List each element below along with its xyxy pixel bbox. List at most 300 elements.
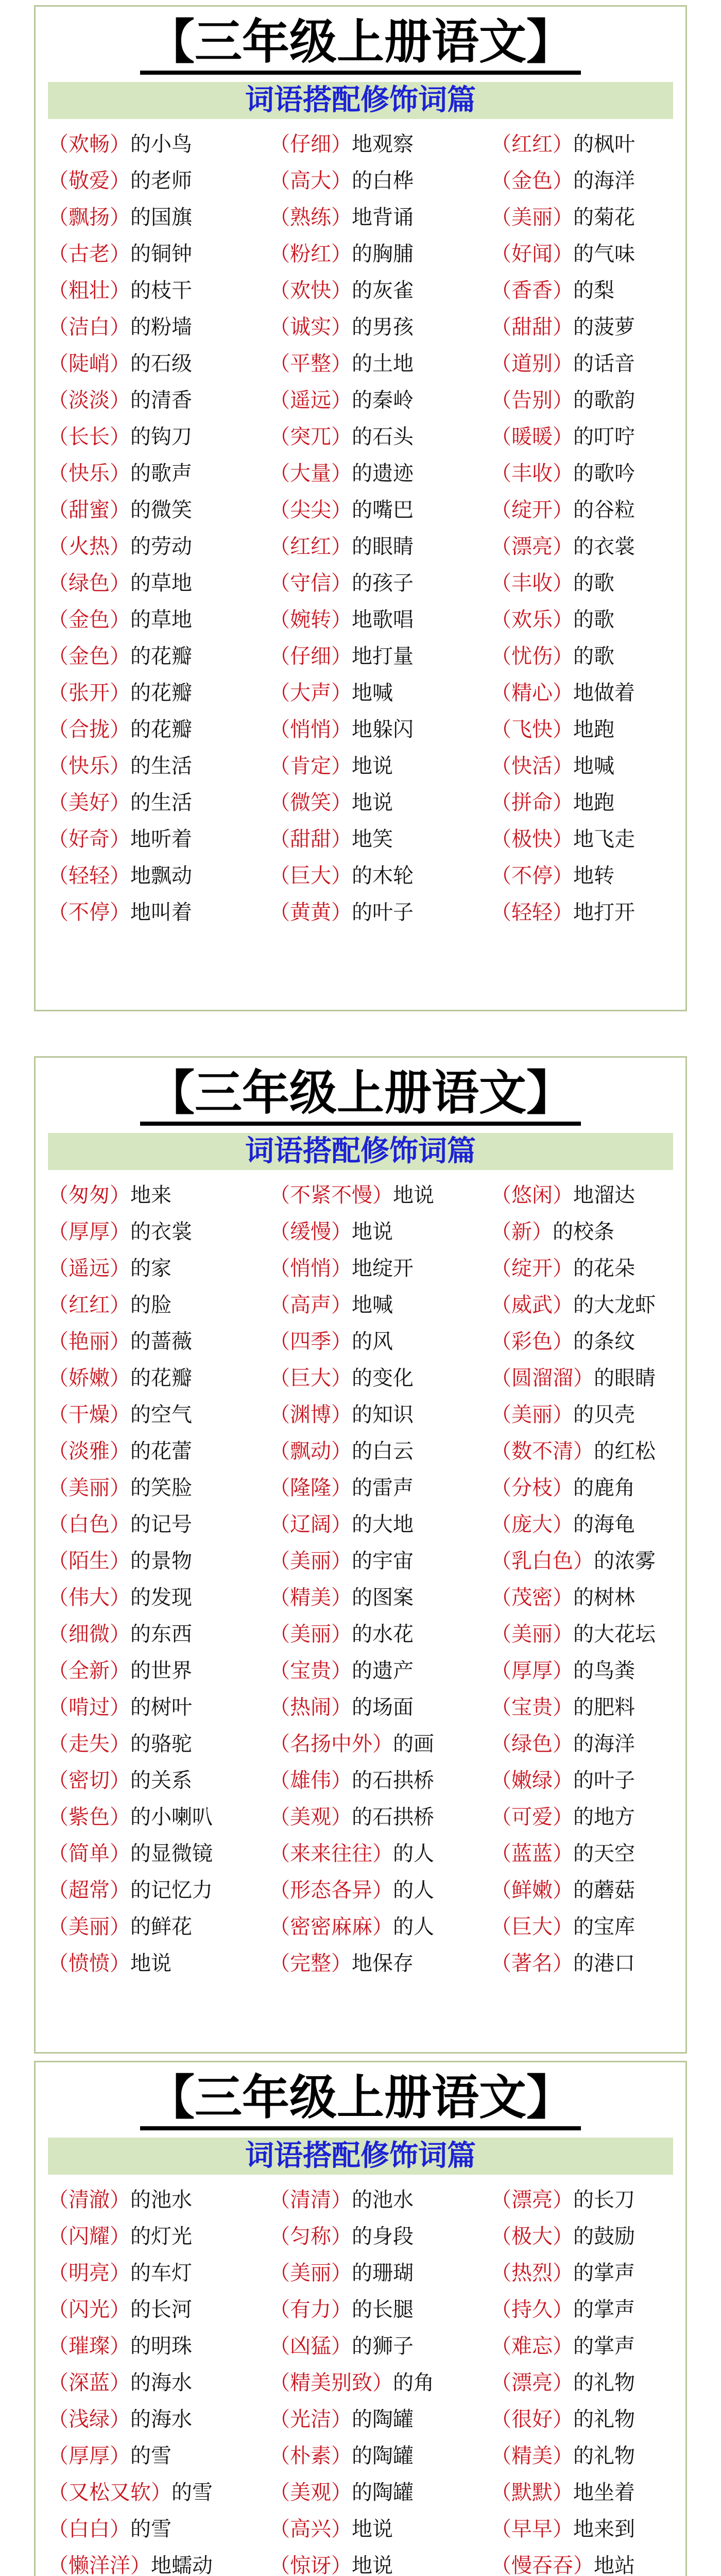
- modifier-word: （红红）: [491, 132, 573, 156]
- modifier-word: （遥远）: [269, 388, 352, 412]
- modifier-word: （完整）: [269, 1952, 352, 1975]
- modifier-word: （不紧不慢）: [269, 1183, 393, 1207]
- head-phrase: 的歌韵: [573, 388, 635, 412]
- head-phrase: 的土地: [352, 352, 414, 376]
- head-phrase: 的掌声: [573, 2261, 635, 2285]
- head-phrase: 的贝壳: [573, 1403, 635, 1427]
- head-phrase: 的生活: [130, 754, 192, 778]
- head-phrase: 的话音: [573, 352, 635, 376]
- modifier-word: （丰收）: [491, 571, 573, 595]
- modifier-word: （四季）: [269, 1330, 352, 1353]
- modifier-word: （漂亮）: [491, 2371, 573, 2395]
- head-phrase: 的遗产: [352, 1659, 414, 1683]
- head-phrase: 的肥料: [573, 1696, 635, 1719]
- word-pair: [48, 711, 269, 748]
- word-pair: [269, 1762, 491, 1799]
- modifier-word: （分枝）: [491, 1476, 573, 1500]
- word-pair: [269, 1836, 491, 1872]
- modifier-word: （尖尖）: [269, 498, 352, 522]
- modifier-word: （巨大）: [269, 864, 352, 888]
- modifier-word: （陌生）: [48, 1549, 130, 1573]
- head-phrase: 的花瓣: [130, 718, 192, 741]
- word-pair: [48, 565, 269, 602]
- head-phrase: 地打量: [352, 645, 414, 668]
- word-pair: [269, 1324, 491, 1360]
- modifier-word: （漂亮）: [491, 535, 573, 558]
- head-phrase: 的花瓣: [130, 681, 192, 705]
- head-phrase: 的长河: [130, 2298, 192, 2321]
- modifier-word: （名扬中外）: [269, 1732, 393, 1756]
- word-pair: [48, 309, 269, 346]
- head-phrase: 的秦岭: [352, 388, 414, 412]
- word-pair: [491, 1214, 686, 1250]
- head-phrase: 的陶罐: [352, 2444, 414, 2468]
- head-phrase: 的枝干: [130, 279, 192, 302]
- modifier-word: （长长）: [48, 425, 130, 449]
- modifier-word: （飘扬）: [48, 206, 130, 229]
- word-pair: [491, 1909, 686, 1945]
- word-pair: [491, 1506, 686, 1543]
- card-title: 【三年级上册语文】: [36, 7, 685, 78]
- head-phrase: 地说: [393, 1183, 434, 1207]
- head-phrase: 的衣裳: [573, 535, 635, 558]
- word-pair: [269, 309, 491, 346]
- word-pair: [491, 675, 686, 711]
- head-phrase: 的海洋: [573, 169, 635, 193]
- head-phrase: 的蔷薇: [130, 1330, 192, 1353]
- modifier-word: （庞大）: [491, 1513, 573, 1536]
- head-phrase: 的景物: [130, 1549, 192, 1573]
- modifier-word: （缓慢）: [269, 1220, 352, 1244]
- head-phrase: 的钩刀: [130, 425, 192, 449]
- word-pair: [491, 1616, 686, 1653]
- modifier-word: （守信）: [269, 571, 352, 595]
- head-phrase: 的关系: [130, 1769, 192, 1792]
- head-phrase: 地说: [352, 791, 393, 815]
- modifier-word: （绽开）: [491, 1257, 573, 1280]
- word-pair: [269, 602, 491, 638]
- modifier-word: （美观）: [269, 2481, 352, 2504]
- modifier-word: （美观）: [269, 1805, 352, 1829]
- modifier-word: （欢畅）: [48, 132, 130, 156]
- card-title: 【三年级上册语文】: [36, 2062, 685, 2133]
- head-phrase: 的车灯: [130, 2261, 192, 2285]
- modifier-word: （很好）: [491, 2408, 573, 2431]
- card-subtitle: 词语搭配修饰词篇: [48, 2138, 673, 2175]
- word-pair: [491, 1945, 686, 1982]
- word-pair: [269, 1214, 491, 1250]
- modifier-word: （精美）: [491, 2444, 573, 2468]
- modifier-word: （美丽）: [48, 1476, 130, 1500]
- word-pair: [491, 309, 686, 346]
- head-phrase: 的花瓣: [130, 645, 192, 668]
- modifier-word: （告别）: [491, 388, 573, 412]
- head-phrase: 的男孩: [352, 315, 414, 339]
- head-phrase: 的记忆力: [130, 1878, 213, 1902]
- head-phrase: 的红松: [594, 1439, 656, 1463]
- word-pair: [269, 2511, 491, 2548]
- head-phrase: 地打开: [573, 901, 635, 924]
- word-pair: [491, 2475, 686, 2511]
- head-phrase: 的宝库: [573, 1915, 635, 1939]
- word-pair: [48, 236, 269, 273]
- word-pair: [269, 1653, 491, 1689]
- modifier-word: （婉转）: [269, 608, 352, 632]
- head-phrase: 的人: [393, 1915, 434, 1939]
- word-pair: [48, 748, 269, 785]
- word-pair: [48, 382, 269, 419]
- modifier-word: （巨大）: [269, 1366, 352, 1390]
- word-grid: [48, 1177, 685, 1982]
- modifier-word: （持久）: [491, 2298, 573, 2321]
- head-phrase: 的长刀: [573, 2188, 635, 2212]
- word-pair: [48, 821, 269, 858]
- head-phrase: 的蘑菇: [573, 1878, 635, 1902]
- word-pair: [48, 419, 269, 455]
- modifier-word: （著名）: [491, 1952, 573, 1975]
- head-phrase: 的掌声: [573, 2334, 635, 2358]
- modifier-word: （飞快）: [491, 718, 573, 741]
- word-pair: [491, 1726, 686, 1762]
- head-phrase: 的胸脯: [352, 242, 414, 266]
- head-phrase: 的变化: [352, 1366, 414, 1390]
- word-pair: [48, 455, 269, 492]
- head-phrase: 地保存: [352, 1952, 414, 1975]
- word-pair: [48, 2328, 269, 2365]
- word-pair: [48, 2438, 269, 2475]
- head-phrase: 的叮咛: [573, 425, 635, 449]
- modifier-word: （早早）: [491, 2517, 573, 2541]
- modifier-word: （厚厚）: [48, 2444, 130, 2468]
- head-phrase: 的清香: [130, 388, 192, 412]
- word-pair: [269, 1799, 491, 1836]
- head-phrase: 的叶子: [352, 901, 414, 924]
- head-phrase: 的灯光: [130, 2225, 192, 2248]
- worksheet-card-2: [34, 1056, 687, 2054]
- head-phrase: 的人: [393, 1842, 434, 1866]
- modifier-word: （新）: [491, 1220, 553, 1244]
- head-phrase: 的长腿: [352, 2298, 414, 2321]
- head-phrase: 的天空: [573, 1842, 635, 1866]
- head-phrase: 地来到: [573, 2517, 635, 2541]
- modifier-word: （厚厚）: [491, 1659, 573, 1683]
- modifier-word: （悄悄）: [269, 1257, 352, 1280]
- head-phrase: 的梨: [573, 279, 614, 302]
- modifier-word: （宝贵）: [269, 1659, 352, 1683]
- word-pair: [48, 2182, 269, 2218]
- word-pair: [491, 2292, 686, 2328]
- modifier-word: （圆溜溜）: [491, 1366, 594, 1390]
- word-pair: [491, 638, 686, 675]
- modifier-word: （厚厚）: [48, 1220, 130, 1244]
- head-phrase: 的铜钟: [130, 242, 192, 266]
- modifier-word: （渊博）: [269, 1403, 352, 1427]
- modifier-word: （璀璨）: [48, 2334, 130, 2358]
- modifier-word: （伟大）: [48, 1586, 130, 1609]
- word-pair: [48, 2218, 269, 2255]
- modifier-word: （好奇）: [48, 827, 130, 851]
- modifier-word: （密切）: [48, 1769, 130, 1792]
- head-phrase: 的浓雾: [594, 1549, 656, 1573]
- head-phrase: 的骆驼: [130, 1732, 192, 1756]
- word-pair: [491, 1324, 686, 1360]
- modifier-word: （轻轻）: [491, 901, 573, 924]
- modifier-word: （香香）: [491, 279, 573, 302]
- word-pair: [269, 2438, 491, 2475]
- word-pair: [48, 1287, 269, 1324]
- word-pair: [269, 785, 491, 821]
- modifier-word: （雄伟）: [269, 1769, 352, 1792]
- word-pair: [48, 1836, 269, 1872]
- word-pair: [269, 236, 491, 273]
- modifier-word: （凶猛）: [269, 2334, 352, 2358]
- word-pair: [491, 2182, 686, 2218]
- modifier-word: （红红）: [48, 1293, 130, 1317]
- head-phrase: 地歌唱: [352, 608, 414, 632]
- word-pair: [48, 1945, 269, 1982]
- head-phrase: 的校条: [553, 1220, 614, 1244]
- modifier-word: （轻轻）: [48, 864, 130, 888]
- modifier-word: （粗壮）: [48, 279, 130, 302]
- modifier-word: （熟练）: [269, 206, 352, 229]
- modifier-word: （热闹）: [269, 1696, 352, 1719]
- head-phrase: 的小鸟: [130, 132, 192, 156]
- word-pair: [269, 419, 491, 455]
- head-phrase: 的条纹: [573, 1330, 635, 1353]
- word-pair: [48, 2401, 269, 2438]
- word-pair: [48, 2511, 269, 2548]
- modifier-word: （艳丽）: [48, 1330, 130, 1353]
- modifier-word: （紫色）: [48, 1805, 130, 1829]
- modifier-word: （美丽）: [491, 1622, 573, 1646]
- modifier-word: （肯定）: [269, 754, 352, 778]
- word-pair: [491, 199, 686, 236]
- word-pair: [269, 1506, 491, 1543]
- head-phrase: 的场面: [352, 1696, 414, 1719]
- card-subtitle: 词语搭配修饰词篇: [48, 82, 673, 119]
- head-phrase: 的歌: [573, 645, 614, 668]
- head-phrase: 的枫叶: [573, 132, 635, 156]
- modifier-word: （不停）: [48, 901, 130, 924]
- head-phrase: 地叫着: [130, 901, 192, 924]
- modifier-word: （飘动）: [269, 1439, 352, 1463]
- word-pair: [491, 1433, 686, 1470]
- modifier-word: （平整）: [269, 352, 352, 376]
- word-pair: [269, 346, 491, 382]
- modifier-word: （匀称）: [269, 2225, 352, 2248]
- word-pair: [491, 492, 686, 529]
- word-pair: [491, 2511, 686, 2548]
- head-phrase: 地喊: [352, 681, 393, 705]
- head-phrase: 地观察: [352, 132, 414, 156]
- head-phrase: 的衣裳: [130, 1220, 192, 1244]
- word-pair: [269, 455, 491, 492]
- head-phrase: 的石级: [130, 352, 192, 376]
- word-pair: [269, 2365, 491, 2401]
- word-pair: [491, 455, 686, 492]
- head-phrase: 的遗迹: [352, 462, 414, 485]
- word-pair: [491, 711, 686, 748]
- head-phrase: 的草地: [130, 571, 192, 595]
- modifier-word: （慢吞吞）: [491, 2554, 594, 2576]
- head-phrase: 地来: [130, 1183, 171, 1207]
- head-phrase: 的石头: [352, 425, 414, 449]
- word-pair: [48, 1470, 269, 1506]
- head-phrase: 地说: [130, 1952, 171, 1975]
- word-pair: [269, 565, 491, 602]
- head-phrase: 地做着: [573, 681, 635, 705]
- word-pair: [491, 126, 686, 163]
- head-phrase: 地跑: [573, 718, 614, 741]
- word-pair: [269, 2182, 491, 2218]
- modifier-word: （嫩绿）: [491, 1769, 573, 1792]
- modifier-word: （大声）: [269, 681, 352, 705]
- head-phrase: 的花朵: [573, 1257, 635, 1280]
- head-phrase: 的脸: [130, 1293, 171, 1317]
- word-pair: [491, 858, 686, 894]
- head-phrase: 的菠萝: [573, 315, 635, 339]
- word-pair: [48, 675, 269, 711]
- word-pair: [48, 785, 269, 821]
- word-pair: [48, 858, 269, 894]
- modifier-word: （娇嫩）: [48, 1366, 130, 1390]
- modifier-word: （巨大）: [491, 1915, 573, 1939]
- modifier-word: （干燥）: [48, 1403, 130, 1427]
- word-pair: [48, 1250, 269, 1287]
- word-pair: [48, 1506, 269, 1543]
- modifier-word: （又松又软）: [48, 2481, 171, 2504]
- modifier-word: （茂密）: [491, 1586, 573, 1609]
- modifier-word: （极快）: [491, 827, 573, 851]
- head-phrase: 的水花: [352, 1622, 414, 1646]
- modifier-word: （暖暖）: [491, 425, 573, 449]
- worksheet-card-1: [34, 5, 687, 1011]
- modifier-word: （蓝蓝）: [491, 1842, 573, 1866]
- word-pair: [491, 565, 686, 602]
- word-pair: [48, 1397, 269, 1433]
- word-pair: [491, 1360, 686, 1397]
- word-pair: [269, 1945, 491, 1982]
- word-pair: [491, 1287, 686, 1324]
- word-pair: [491, 419, 686, 455]
- modifier-word: （漂亮）: [491, 2188, 573, 2212]
- head-phrase: 地说: [352, 1220, 393, 1244]
- word-pair: [491, 2365, 686, 2401]
- head-phrase: 的孩子: [352, 571, 414, 595]
- head-phrase: 的明珠: [130, 2334, 192, 2358]
- head-phrase: 地喊: [352, 1293, 393, 1317]
- word-pair: [269, 1250, 491, 1287]
- word-pair: [48, 1726, 269, 1762]
- word-pair: [48, 346, 269, 382]
- word-pair: [269, 1360, 491, 1397]
- head-phrase: 的鼓励: [573, 2225, 635, 2248]
- head-phrase: 的雷声: [352, 1476, 414, 1500]
- head-phrase: 地飘动: [130, 864, 192, 888]
- modifier-word: （美丽）: [491, 206, 573, 229]
- modifier-word: （淡雅）: [48, 1439, 130, 1463]
- head-phrase: 的鹿角: [573, 1476, 635, 1500]
- head-phrase: 的池水: [352, 2188, 414, 2212]
- modifier-word: （悄悄）: [269, 718, 352, 741]
- word-pair: [269, 2218, 491, 2255]
- word-pair: [491, 2401, 686, 2438]
- head-phrase: 的图案: [352, 1586, 414, 1609]
- modifier-word: （明亮）: [48, 2261, 130, 2285]
- word-pair: [269, 126, 491, 163]
- head-phrase: 地背诵: [352, 206, 414, 229]
- word-pair: [269, 492, 491, 529]
- word-pair: [48, 273, 269, 309]
- head-phrase: 地绽开: [352, 1257, 414, 1280]
- head-phrase: 的花瓣: [130, 1366, 192, 1390]
- head-phrase: 的雪: [130, 2517, 171, 2541]
- word-pair: [48, 1214, 269, 1250]
- word-pair: [491, 1177, 686, 1214]
- word-pair: [491, 2255, 686, 2292]
- word-pair: [48, 126, 269, 163]
- word-pair: [48, 1689, 269, 1726]
- word-pair: [269, 821, 491, 858]
- head-phrase: 的地方: [573, 1805, 635, 1829]
- modifier-word: （遥远）: [48, 1257, 130, 1280]
- word-pair: [48, 2365, 269, 2401]
- head-phrase: 的海水: [130, 2408, 192, 2431]
- word-pair: [269, 858, 491, 894]
- word-pair: [48, 638, 269, 675]
- head-phrase: 的生活: [130, 791, 192, 815]
- modifier-word: （隆隆）: [269, 1476, 352, 1500]
- word-pair: [491, 273, 686, 309]
- modifier-word: （美丽）: [48, 1915, 130, 1939]
- modifier-word: （高兴）: [269, 2517, 352, 2541]
- word-pair: [491, 2328, 686, 2365]
- head-phrase: 的海龟: [573, 1513, 635, 1536]
- modifier-word: （绿色）: [491, 1732, 573, 1756]
- head-phrase: 的菊花: [573, 206, 635, 229]
- word-pair: [269, 2255, 491, 2292]
- modifier-word: （金色）: [48, 645, 130, 668]
- head-phrase: 的灰雀: [352, 279, 414, 302]
- head-phrase: 的角: [393, 2371, 434, 2395]
- head-phrase: 地躲闪: [352, 718, 414, 741]
- modifier-word: （美丽）: [491, 1403, 573, 1427]
- modifier-word: （美丽）: [269, 1622, 352, 1646]
- modifier-word: （走失）: [48, 1732, 130, 1756]
- head-phrase: 的树叶: [130, 1696, 192, 1719]
- word-pair: [491, 1543, 686, 1580]
- word-pair: [491, 2548, 686, 2576]
- word-pair: [269, 675, 491, 711]
- word-pair: [269, 2475, 491, 2511]
- modifier-word: （仔细）: [269, 645, 352, 668]
- word-pair: [269, 1433, 491, 1470]
- word-pair: [269, 1470, 491, 1506]
- head-phrase: 的海洋: [573, 1732, 635, 1756]
- word-pair: [48, 1872, 269, 1909]
- modifier-word: （辽阔）: [269, 1513, 352, 1536]
- head-phrase: 的身段: [352, 2225, 414, 2248]
- modifier-word: （美丽）: [269, 1549, 352, 1573]
- word-grid: [48, 126, 685, 931]
- word-pair: [48, 894, 269, 931]
- modifier-word: （古老）: [48, 242, 130, 266]
- word-pair: [269, 199, 491, 236]
- word-pair: [491, 1799, 686, 1836]
- word-pair: [491, 1470, 686, 1506]
- word-pair: [491, 1580, 686, 1616]
- modifier-word: （数不清）: [491, 1439, 594, 1463]
